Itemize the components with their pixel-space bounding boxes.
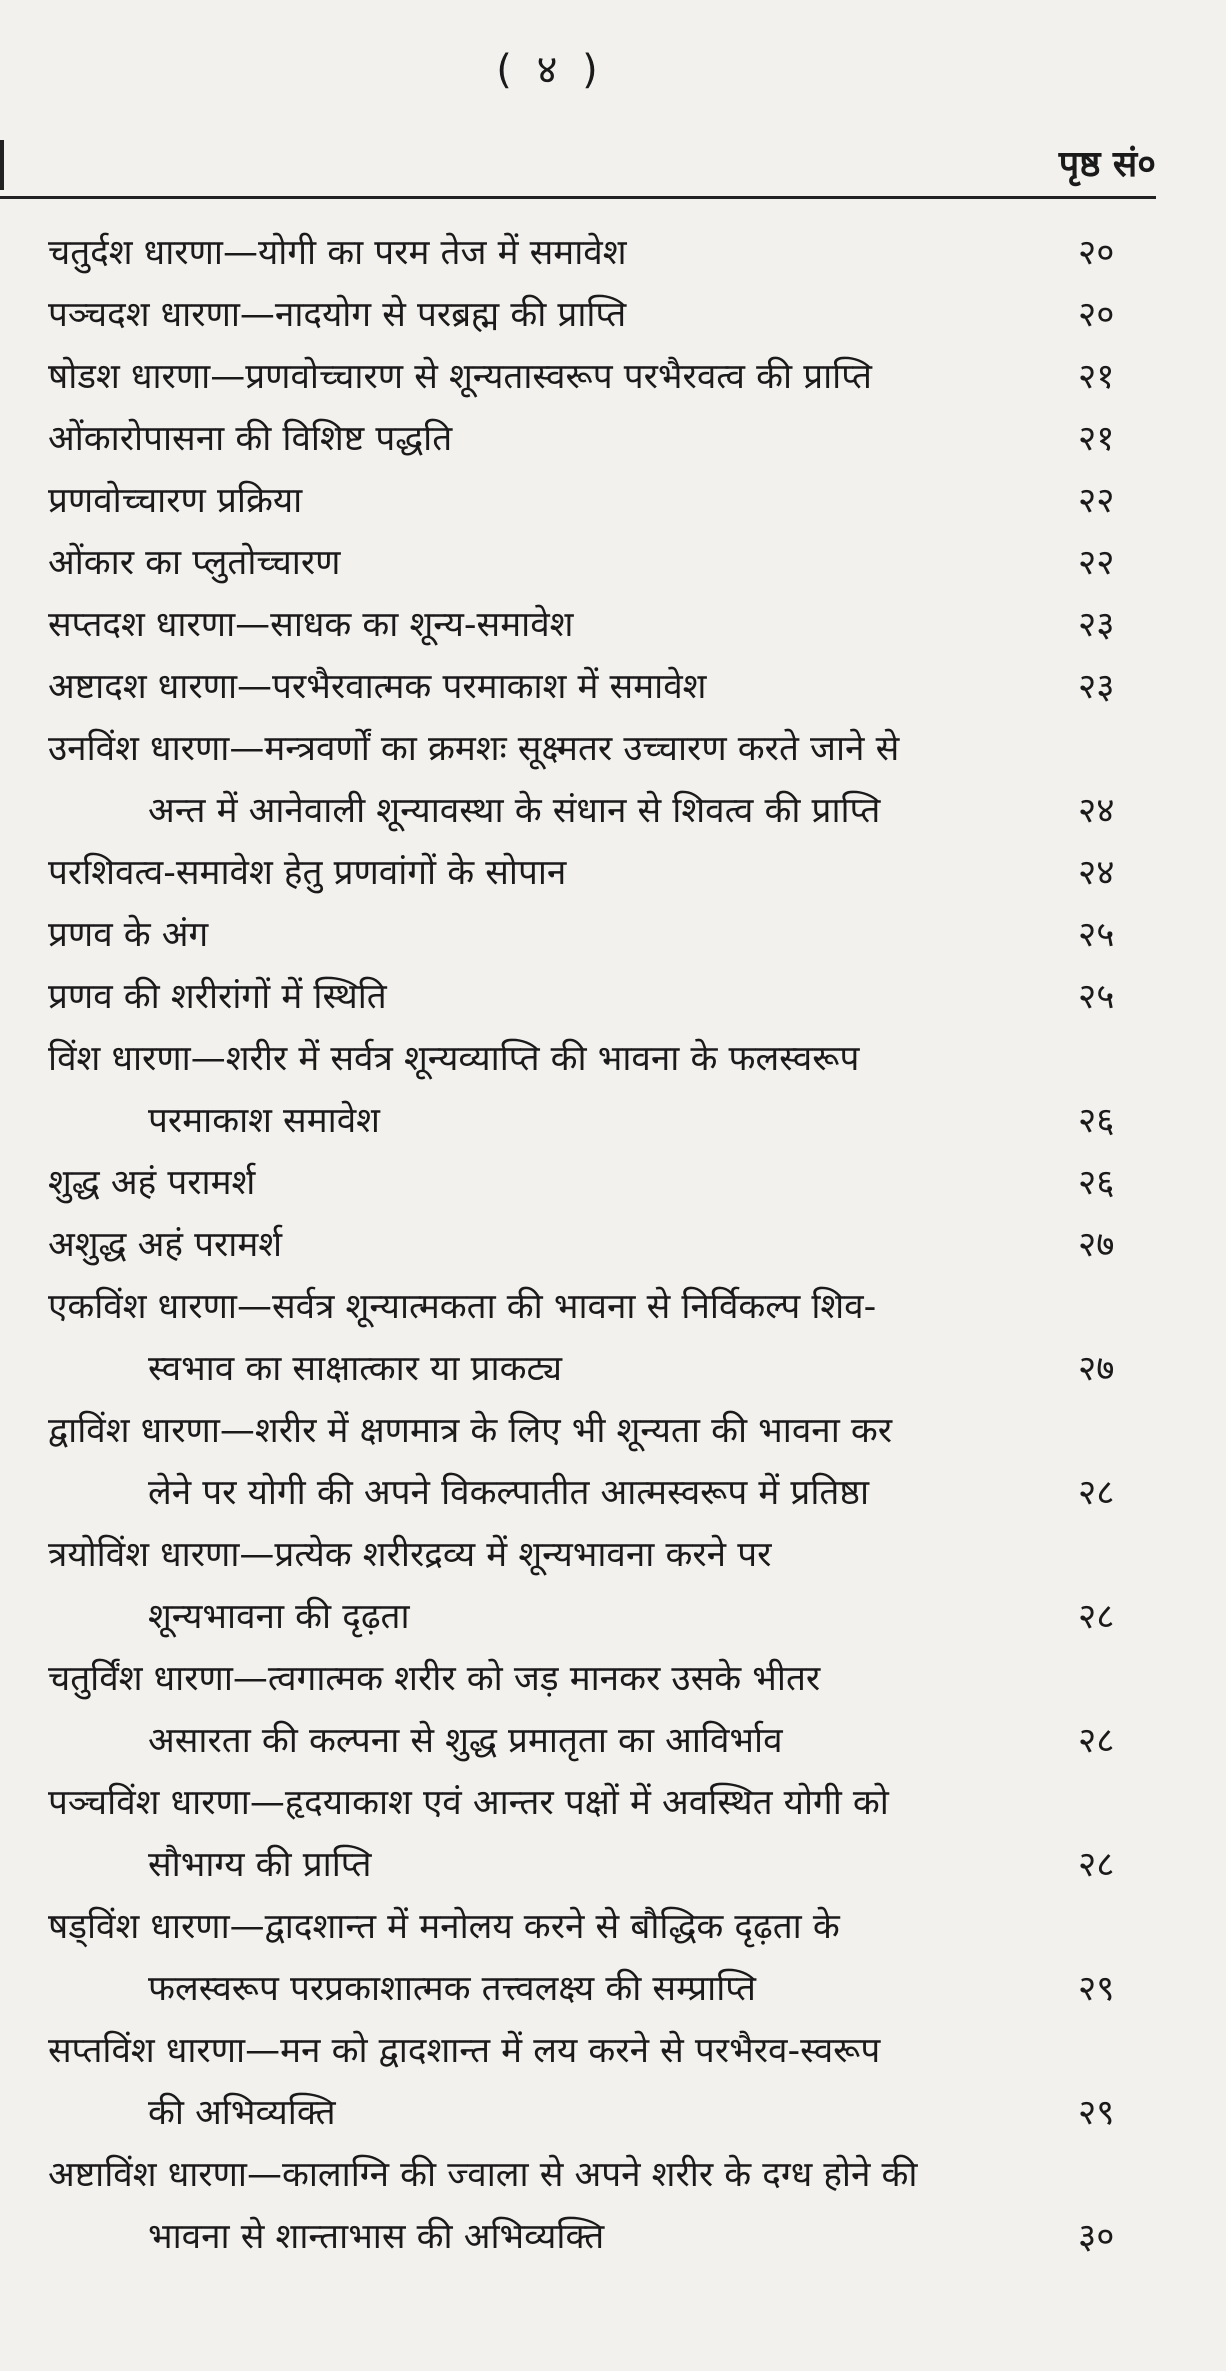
- toc-entry-page-number: २८: [1078, 1597, 1115, 1637]
- toc-entry-title: सप्तविंश धारणा—मन को द्वादशान्त में लय करने से परभैरव-स्वरूप: [48, 2031, 881, 2071]
- toc-entry-title: परशिवत्व-समावेश हेतु प्रणवांगों के सोपान: [48, 853, 567, 893]
- toc-entry-page-number: २७: [1078, 1349, 1115, 1389]
- toc-entry-title: सप्तदश धारणा—साधक का शून्य-समावेश: [48, 605, 574, 645]
- toc-entry: [48, 346, 1168, 408]
- toc-entry-title: शुद्ध अहं परामर्श: [48, 1163, 256, 1203]
- toc-entry-title-continued: सौभाग्य की प्राप्ति: [148, 1845, 372, 1885]
- toc-entry: [48, 656, 1168, 718]
- toc-entry-title: विंश धारणा—शरीर में सर्वत्र शून्यव्याप्ति की भावना के फलस्वरूप: [48, 1039, 860, 1079]
- toc-entry-title: त्रयोविंश धारणा—प्रत्येक शरीरद्रव्य में शून्यभावना करने पर: [48, 1535, 772, 1575]
- toc-entry-title-continued: लेने पर योगी की अपने विकल्पातीत आत्मस्वरूप में प्रतिष्ठा: [148, 1473, 870, 1513]
- toc-entry-page-number: २९: [1078, 2093, 1115, 2133]
- toc-entry-title-continued: परमाकाश समावेश: [148, 1101, 380, 1141]
- toc-entry: [48, 2144, 1168, 2268]
- toc-entry: [48, 1276, 1168, 1400]
- toc-entry-page-number: २६: [1078, 1101, 1115, 1141]
- toc-entry-page-number: ३०: [1078, 2217, 1115, 2257]
- page-number: ( ४ ): [496, 47, 604, 93]
- toc-entry-title-continued: असारता की कल्पना से शुद्ध प्रमातृता का आविर्भाव: [148, 1721, 783, 1761]
- toc-entry-title: चतुर्दश धारणा—योगी का परम तेज में समावेश: [48, 233, 627, 273]
- toc-entry: [48, 470, 1168, 532]
- toc-entry-title: ओंकार का प्लुतोच्चारण: [48, 543, 341, 583]
- toc-entry-page-number: २७: [1078, 1225, 1115, 1265]
- toc-entry-page-number: २१: [1078, 419, 1115, 459]
- toc-entry-page-number: २०: [1078, 295, 1115, 335]
- toc-entry: [48, 1152, 1168, 1214]
- toc-entry-title: द्वाविंश धारणा—शरीर में क्षणमात्र के लिए भी शून्यता की भावना कर: [48, 1411, 893, 1451]
- toc-entry-title: अष्टाविंश धारणा—कालाग्नि की ज्वाला से अपने शरीर के दग्ध होने की: [48, 2155, 918, 2195]
- toc-entry-page-number: २२: [1078, 481, 1115, 521]
- toc-entry: [48, 1028, 1168, 1152]
- toc-entry-page-number: २३: [1078, 667, 1115, 707]
- toc-entry-title: प्रणवोच्चारण प्रक्रिया: [48, 481, 303, 521]
- toc-entry: [48, 1648, 1168, 1772]
- toc-entry-page-number: २८: [1078, 1473, 1115, 1513]
- toc-entry-title: प्रणव के अंग: [48, 915, 209, 955]
- header-rule: [0, 196, 1156, 199]
- toc-entry: [48, 532, 1168, 594]
- page-column-heading: पृष्ठ सं०: [1058, 144, 1156, 185]
- toc-entry-title: अष्टादश धारणा—परभैरवात्मक परमाकाश में समावेश: [48, 667, 707, 707]
- table-of-contents: [48, 222, 1168, 2268]
- toc-entry-page-number: २१: [1078, 357, 1115, 397]
- toc-entry-page-number: २९: [1078, 1969, 1115, 2009]
- margin-mark: [0, 140, 4, 190]
- toc-entry-page-number: २६: [1078, 1163, 1115, 1203]
- toc-entry-title: चतुर्विंश धारणा—त्वगात्मक शरीर को जड़ मानकर उसके भीतर: [48, 1659, 821, 1699]
- toc-entry: [48, 966, 1168, 1028]
- toc-entry-title-continued: अन्त में आनेवाली शून्यावस्था के संधान से शिवत्व की प्राप्ति: [148, 791, 881, 831]
- toc-entry-page-number: २३: [1078, 605, 1115, 645]
- toc-entry-page-number: २५: [1078, 915, 1115, 955]
- toc-entry-title: उनविंश धारणा—मन्त्रवर्णों का क्रमशः सूक्ष्मतर उच्चारण करते जाने से: [48, 729, 900, 769]
- toc-entry-title: ओंकारोपासना की विशिष्ट पद्धति: [48, 419, 453, 459]
- toc-entry-title-continued: भावना से शान्ताभास की अभिव्यक्ति: [148, 2217, 605, 2257]
- toc-entry-title-continued: स्वभाव का साक्षात्कार या प्राकट्य: [148, 1349, 562, 1389]
- toc-entry-page-number: २८: [1078, 1845, 1115, 1885]
- toc-entry: [48, 1400, 1168, 1524]
- toc-entry-title: पञ्चदश धारणा—नादयोग से परब्रह्म की प्राप्ति: [48, 295, 627, 335]
- toc-entry: [48, 718, 1168, 842]
- toc-entry-title: एकविंश धारणा—सर्वत्र शून्यात्मकता की भावना से निर्विकल्प शिव-: [48, 1287, 877, 1327]
- toc-entry-page-number: २४: [1078, 791, 1115, 831]
- toc-entry-title: षोडश धारणा—प्रणवोच्चारण से शून्यतास्वरूप परभैरवत्व की प्राप्ति: [48, 357, 872, 397]
- toc-entry: [48, 222, 1168, 284]
- toc-entry-title: प्रणव की शरीरांगों में स्थिति: [48, 977, 387, 1017]
- toc-entry-title: पञ्चविंश धारणा—हृदयाकाश एवं आन्तर पक्षों में अवस्थित योगी को: [48, 1783, 889, 1823]
- toc-entry-title-continued: की अभिव्यक्ति: [148, 2093, 336, 2133]
- toc-entry-page-number: २८: [1078, 1721, 1115, 1761]
- toc-entry: [48, 408, 1168, 470]
- toc-entry: [48, 842, 1168, 904]
- toc-entry-title-continued: फलस्वरूप परप्रकाशात्मक तत्त्वलक्ष्य की सम्प्राप्ति: [148, 1969, 757, 2009]
- toc-entry: [48, 1524, 1168, 1648]
- toc-entry-title: षड्विंश धारणा—द्वादशान्त में मनोलय करने से बौद्धिक दृढ़ता के: [48, 1907, 840, 1947]
- toc-entry-page-number: २०: [1078, 233, 1115, 273]
- toc-entry-page-number: २२: [1078, 543, 1115, 583]
- toc-entry: [48, 594, 1168, 656]
- toc-entry-title: अशुद्ध अहं परामर्श: [48, 1225, 283, 1265]
- toc-entry-page-number: २५: [1078, 977, 1115, 1017]
- toc-entry: [48, 1214, 1168, 1276]
- toc-entry: [48, 2020, 1168, 2144]
- toc-entry: [48, 904, 1168, 966]
- toc-entry: [48, 1772, 1168, 1896]
- toc-entry: [48, 1896, 1168, 2020]
- toc-entry-title-continued: शून्यभावना की दृढ़ता: [148, 1597, 410, 1637]
- toc-entry-page-number: २४: [1078, 853, 1115, 893]
- toc-entry: [48, 284, 1168, 346]
